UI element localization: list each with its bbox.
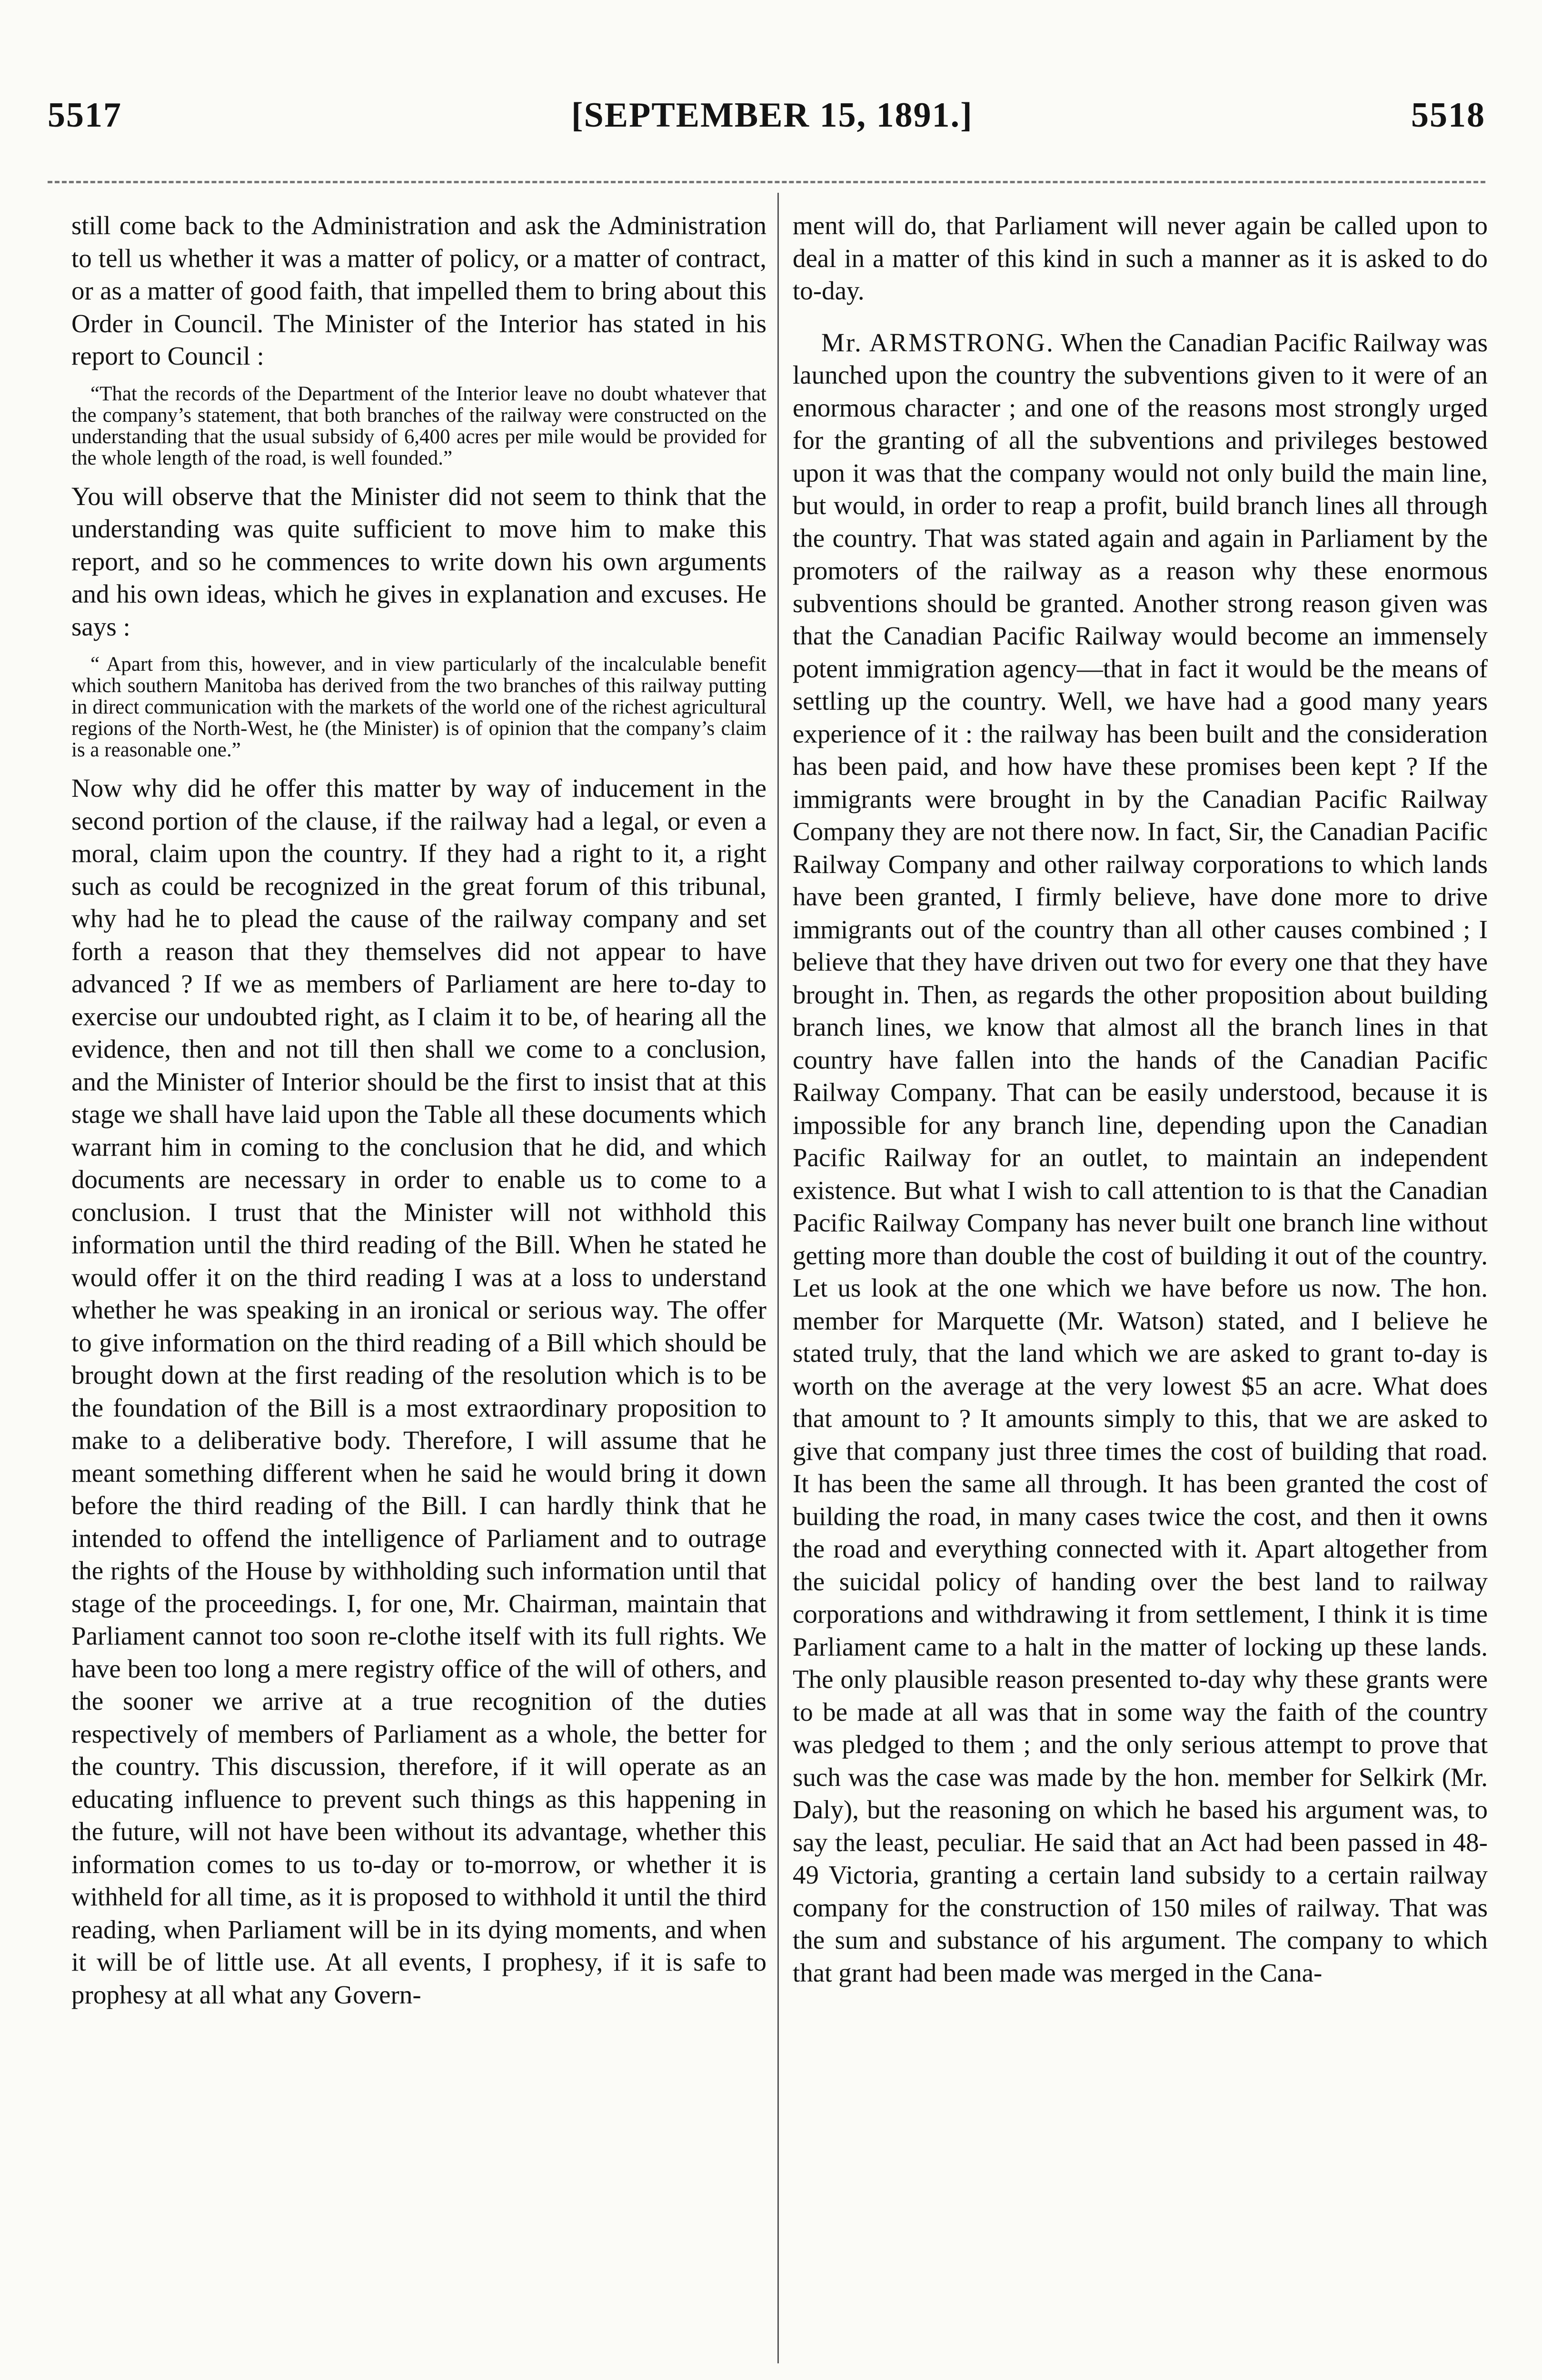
right-paragraph-1: ment will do, that Parliament will never again be called upon to deal in a matter of this kind in such a manner as it is asked to do to-day. <box>793 211 1488 305</box>
right-column <box>793 209 1488 2370</box>
left-column <box>71 209 766 2370</box>
header-date: [SEPTEMBER 15, 1891.] <box>571 96 973 135</box>
page-number-right: 5518 <box>1411 96 1485 135</box>
left-quote-1: “That the records of the Department of the Interior leave no doubt whatever that the company’s statement, that both branches of the railway were constructed on the understanding that the usual subsidy of 6,400 acres per mile would be provided for the whole length of the road, is well founded.” <box>71 382 766 469</box>
left-paragraph-2: You will observe that the Minister did not seem to think that the understanding was quite sufficient to move him to make this report, and so he commences to write down his own arguments and his own ideas, which he gives in explanation and excuses. He says : <box>71 481 766 641</box>
header-rule <box>48 181 1485 183</box>
left-quote-2: “ Apart from this, however, and in view particularly of the incalculable benefit which southern Manitoba has derived from the two branches of this railway putting in direct communication with the markets of the world one of the richest agricultural regions of the North-West, he (the Minister) is of opinion that the company’s claim is a reasonable one.” <box>71 653 766 761</box>
left-paragraph-3: Now why did he offer this matter by way of inducement in the second portion of the clause, if the railway had a legal, or even a moral, claim upon the country. If they had a right to it, a right such as could be recognized in the great forum of this tribunal, why had he to plead the cause of the railway company and set forth a reason that they themselves did not appear to have advanced ? If we as members of Parliament are here to-day to exercise our undoubted right, as I claim it to be, of hearing all the evidence, then and not till then shall we come to a conclusion, and the Minister of Interior should be the first to insist that at this stage we shall have laid upon the Table all these documents which warrant him in coming to the conclusion that he did, and which documents are necessary in order to enable us to come to a conclusion. I trust that the Minister will not withhold this information until the third reading of the Bill. When he stated he would offer it on the third reading I was at a loss to understand whether he was speaking in an ironical or serious way. The offer to give information on the third reading of a Bill which should be brought down at the first reading of the resolution which is to be the foundation of the Bill is a most extraordinary proposition to make to a deliberative body. Therefore, I will assume that he meant something different when he said he would bring it down before the third reading of the Bill. I can hardly think that he intended to offend the intelligence of Parliament and to outrage the rights of the House by withholding such information until that stage of the proceedings. I, for one, Mr. Chairman, maintain that Parliament cannot too soon re-clothe itself with its full rights. We have been too long a mere registry office of the will of others, and the sooner we arrive at a true recognition of the duties respectively of members of Parliament as a whole, the better for the country. This discussion, therefore, if it will operate as an educating influence to prevent such things as this happening in the future, will not have been without its advantage, whether this information comes to us to-day or to-morrow, or whether it is withheld for all time, as it is proposed to withhold it until the third reading, when Parliament will be in its dying moments, and when it will be of little use. At all events, I prophesy, if it is safe to prophesy at all what any Govern- <box>71 774 766 2009</box>
speech-paragraph <box>793 327 1488 1990</box>
column-divider <box>777 193 779 2363</box>
running-head <box>48 95 1485 148</box>
speech-text: When the Canadian Pacific Railway was launched upon the country the subventions given to it were of an enormous character ; and one of the reasons most strongly urged for the granting of all the subventions and privileges bestowed upon it was that the company would not only build the main line, but would, in order to reap a profit, build branch lines all through the country. That was stated again and again in Parliament by the promoters of the railway as a reason why these enormous subventions should be granted. Another strong reason given was that the Canadian Pacific Railway would become an immensely potent immigration agency—that in fact it would be the means of settling up the country. Well, we have had a good many years experience of it : the railway has been built and the consideration has been paid, and how have these promises been kept ? If the immigrants were brought in by the Canadian Pacific Railway Company they are not there now. In fact, Sir, the Canadian Pacific Railway Company and other railway corporations to which lands have been granted, I firmly believe, have done more to drive immigrants out of the country than all other causes combined ; I believe that they have driven out two for every one that they have brought in. Then, as regards the other proposition about building branch lines, we know that almost all the branch lines in that country have fallen into the hands of the Canadian Pacific Railway Company. That can be easily understood, because it is impossible for any branch line, depending upon the Canadian Pacific Railway for an outlet, to maintain an independent existence. But what I wish to call attention to is that the Canadian Pacific Railway Company has never built one branch line without getting more than double the cost of building it out of the country. Let us look at the one which we have before us now. The hon. member for Marquette (Mr. Watson) stated, and I believe he stated truly, that the land which we are asked to grant to-day is worth on the average at the very lowest $5 an acre. What does that amount to ? It amounts simply to this, that we are asked to give that company just three times the cost of building that road. It has been the same all through. It has been granted the cost of building the road, in many cases twice the cost, and then it owns the road and everything connected with it. Apart altogether from the suicidal policy of handing over the best land to railway corporations and withdrawing it from settlement, I think it is time Parliament came to a halt in the matter of locking up these lands. The only plausible reason presented to-day why these grants were to be made at all was that in some way the faith of the country was pledged to them ; and the only serious attempt to prove that such was the case was made by the hon. member for Selkirk (Mr. Daly), but the reasoning on which he based his argument was, to say the least, peculiar. He said that an Act had been passed in 48-49 Victoria, granting a certain land subsidy to a certain railway company for the construction of 150 miles of railway. That was the sum and substance of his argument. The company to which that grant had been made was merged in the Cana- <box>793 327 1488 1987</box>
speaker-name: Mr. ARMSTRONG. <box>821 327 1055 357</box>
left-paragraph-1: still come back to the Administration and ask the Administration to tell us whether it was a matter of policy, or a matter of contract, or as a matter of good faith, that impelled them to bring about this Order in Council. The Minister of the Interior has stated in his report to Council : <box>71 211 766 370</box>
page-number-left: 5517 <box>48 96 122 135</box>
